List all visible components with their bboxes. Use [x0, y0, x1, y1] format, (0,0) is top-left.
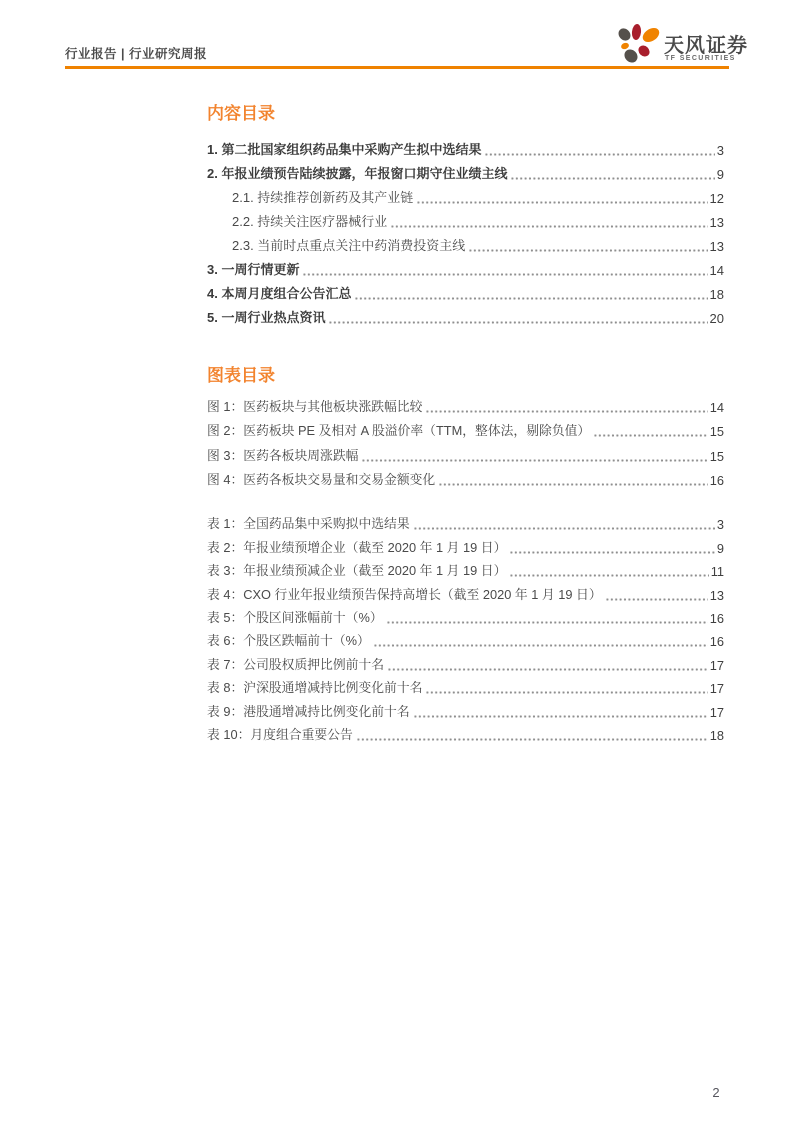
table-item-label: 表 8：沪深股通增减持比例变化前十名	[207, 680, 423, 696]
figure-item-page: 15	[709, 448, 724, 464]
toc-column	[207, 0, 724, 746]
dot-leader	[414, 715, 708, 718]
dot-leader	[426, 691, 707, 694]
table-item-page: 18	[709, 727, 724, 743]
toc-item-2-3[interactable]	[207, 233, 724, 257]
toc-item-label: 3. 一周行情更新	[207, 262, 300, 277]
dot-leader	[417, 201, 707, 204]
table-item-10[interactable]	[207, 723, 724, 746]
toc-item-label: 2.3. 当前时点重点关注中药消费投资主线	[232, 238, 466, 253]
figure-item-page: 15	[709, 424, 724, 439]
figure-item-3[interactable]	[207, 442, 724, 467]
report-category-label: 行业报告 | 行业研究周报	[65, 47, 207, 61]
brand-name-en: TF SECURITIES	[665, 55, 736, 62]
figure-item-label: 图 1：医药板块与其他板块涨跌幅比较	[207, 398, 423, 414]
dot-leader	[355, 297, 707, 300]
dot-leader	[606, 598, 708, 601]
toc-item-label: 2.2. 持续关注医疗器械行业	[232, 214, 388, 229]
table-item-page: 13	[709, 587, 724, 603]
toc-item-4[interactable]	[207, 281, 724, 305]
dot-leader	[391, 225, 707, 228]
toc-item-2[interactable]	[207, 161, 724, 185]
table-item-label: 表 6：个股区跌幅前十（%）	[207, 633, 370, 649]
dot-leader	[510, 551, 715, 554]
toc-item-page: 12	[709, 191, 724, 206]
dot-leader	[594, 434, 708, 437]
toc-item-label: 2. 年报业绩预告陆续披露，年报窗口期守住业绩主线	[207, 166, 508, 181]
toc-item-page: 3	[716, 143, 724, 158]
toc-item-label: 5. 一周行业热点资讯	[207, 310, 326, 325]
table-item-page: 11	[710, 564, 724, 580]
dot-leader	[329, 321, 707, 324]
dot-leader	[414, 527, 715, 530]
toc-item-page: 14	[709, 263, 724, 278]
table-item-3[interactable]	[207, 559, 724, 582]
toc-item-label: 4. 本周月度组合公告汇总	[207, 286, 352, 301]
table-item-4[interactable]	[207, 582, 724, 605]
table-item-label: 表 9：港股通增减持比例变化前十名	[207, 703, 410, 719]
contents-section-title: 内容目录	[207, 104, 275, 123]
table-item-page: 17	[709, 657, 724, 673]
table-item-label: 表 5：个股区间涨幅前十（%）	[207, 609, 383, 625]
table-item-page: 17	[709, 681, 724, 697]
dot-leader	[362, 459, 707, 462]
toc-item-page: 20	[709, 311, 724, 326]
dot-leader	[388, 668, 708, 671]
table-item-1[interactable]	[207, 512, 724, 535]
table-item-9[interactable]	[207, 699, 724, 722]
figure-list	[207, 393, 724, 491]
table-item-page: 16	[709, 610, 724, 626]
table-item-page: 17	[709, 704, 724, 720]
figure-item-label: 图 2：医药板块 PE 及相对 A 股溢价率（TTM，整体法，剔除负值）	[207, 423, 591, 438]
dot-leader	[387, 621, 708, 624]
dot-leader	[374, 644, 708, 647]
table-item-label: 表 2：年报业绩预增企业（截至 2020 年 1 月 19 日）	[207, 539, 507, 555]
toc-item-2-1[interactable]	[207, 185, 724, 209]
table-item-page: 16	[709, 634, 724, 650]
table-item-7[interactable]	[207, 652, 724, 675]
table-item-label: 表 3：年报业绩预减企业（截至 2020 年 1 月 19 日）	[207, 563, 507, 579]
table-item-2[interactable]	[207, 535, 724, 558]
table-item-6[interactable]	[207, 629, 724, 652]
dot-leader	[510, 574, 708, 577]
table-item-label: 表 10：月度组合重要公告	[207, 726, 353, 742]
dot-leader	[426, 410, 707, 413]
charts-section-title: 图表目录	[207, 366, 275, 385]
dot-leader	[511, 177, 714, 180]
figure-item-label: 图 3：医药各板块周涨跌幅	[207, 447, 359, 463]
toc-item-5[interactable]	[207, 305, 724, 329]
toc-item-page: 13	[709, 215, 724, 230]
toc-item-page: 13	[709, 239, 724, 254]
toc-item-label: 1. 第二批国家组织药品集中采购产生拟中选结果	[207, 142, 482, 157]
footer-page-number: 2	[712, 1085, 720, 1100]
figure-item-label: 图 4：医药各板块交易量和交易金额变化	[207, 472, 436, 487]
figure-item-page: 14	[709, 399, 724, 415]
toc-item-3[interactable]	[207, 257, 724, 281]
table-list	[207, 512, 724, 746]
toc-item-1[interactable]	[207, 137, 724, 161]
figure-item-4[interactable]	[207, 467, 724, 492]
toc-item-page: 9	[716, 167, 724, 182]
figure-item-2[interactable]	[207, 418, 724, 443]
dot-leader	[485, 153, 714, 156]
brand-name-cn: 天风证券	[664, 35, 748, 57]
figure-item-page: 16	[709, 473, 724, 488]
table-item-5[interactable]	[207, 606, 724, 629]
figure-item-1[interactable]	[207, 393, 724, 418]
table-item-8[interactable]	[207, 676, 724, 699]
dot-leader	[303, 273, 707, 276]
dot-leader	[469, 249, 707, 252]
dot-leader	[439, 483, 708, 486]
toc-item-label: 2.1. 持续推荐创新药及其产业链	[232, 190, 414, 205]
table-item-page: 9	[716, 540, 724, 556]
table-item-label: 表 7：公司股权质押比例前十名	[207, 656, 385, 672]
table-item-page: 3	[716, 517, 724, 533]
toc-item-page: 18	[709, 287, 724, 302]
contents-list	[207, 137, 724, 329]
dot-leader	[357, 738, 708, 741]
table-item-label: 表 1：全国药品集中采购拟中选结果	[207, 516, 410, 532]
toc-item-2-2[interactable]	[207, 209, 724, 233]
table-item-label: 表 4：CXO 行业年报业绩预告保持高增长（截至 2020 年 1 月 19 日）	[207, 586, 602, 602]
